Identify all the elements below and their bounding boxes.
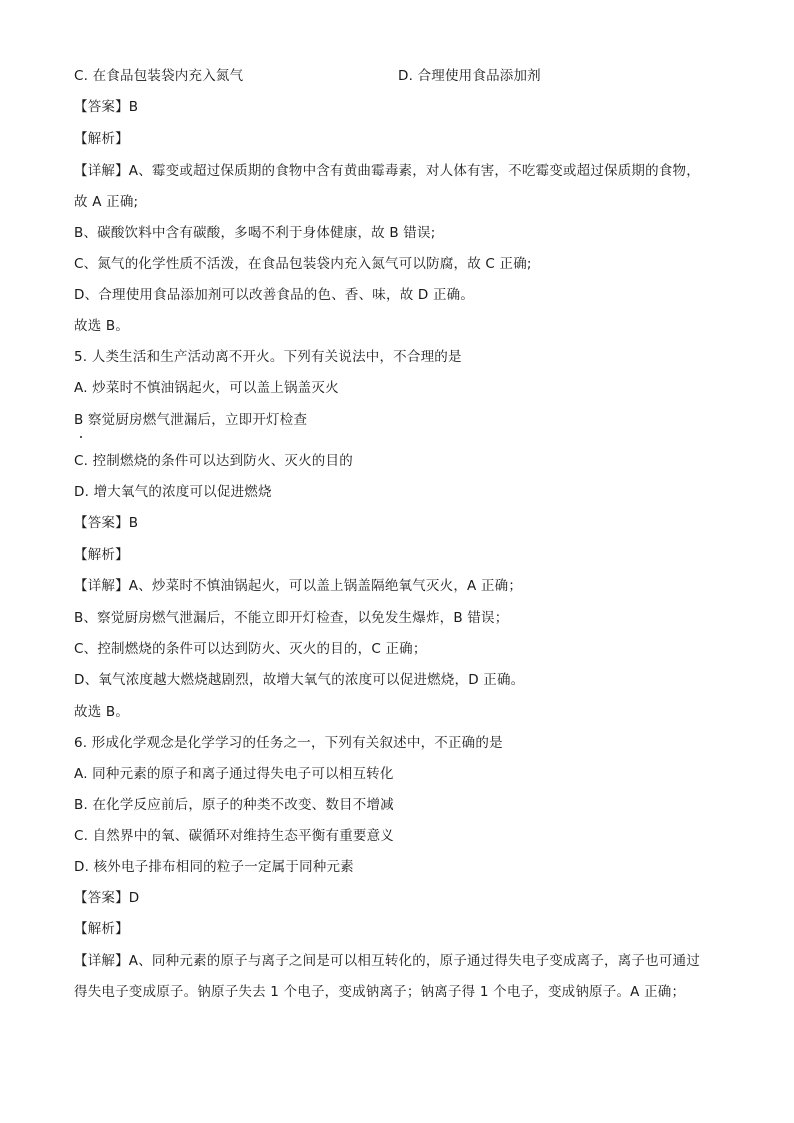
q4-analysis-heading: 【解析】 [74, 131, 129, 147]
q5-conclusion: 故选 B。 [74, 704, 130, 720]
q6-answer: 【答案】D [74, 890, 140, 906]
q5-stem: 5. 人类生活和生产活动离不开火。下列有关说法中，不合理的是 [74, 349, 462, 365]
q4-detail-line-2: 故 A 正确; [74, 194, 139, 210]
q5-detail-line-4: D、氧气浓度越大燃烧越剧烈，故增大氧气的浓度可以促进燃烧，D 正确。 [74, 672, 525, 688]
q6-option-c: C. 自然界中的氧、碳循环对维持生态平衡有重要意义 [74, 828, 395, 844]
q6-stem: 6. 形成化学观念是化学学习的任务之一，下列有关叙述中，不正确的是 [74, 735, 503, 751]
q5-option-b: B 察觉厨房燃气泄漏后，立即开灯检查 [74, 412, 308, 428]
q4-option-c: C. 在食品包装袋内充入氮气 [74, 68, 244, 84]
q5-detail-line-1: 【详解】A、炒菜时不慎油锅起火，可以盖上锅盖隔绝氧气灭火，A 正确； [74, 578, 523, 594]
q4-detail-line-5: D、合理使用食品添加剂可以改善食品的色、香、味，故 D 正确。 [74, 287, 475, 303]
q6-option-b: B. 在化学反应前后，原子的种类不改变、数目不增减 [74, 797, 394, 813]
q5-analysis-heading: 【解析】 [74, 547, 129, 563]
q6-option-d: D. 核外电子排布相同的粒子一定属于同种元素 [74, 859, 354, 875]
q6-detail-line-1: 【详解】A、同种元素的原子与离子之间是可以相互转化的，原子通过得失电子变成离子，离子也可通过 [74, 953, 700, 969]
q6-option-a: A. 同种元素的原子和离子通过得失电子可以相互转化 [74, 766, 394, 782]
stray-dot [80, 436, 82, 438]
q4-conclusion: 故选 B。 [74, 318, 130, 334]
q4-option-d: D. 合理使用食品添加剂 [398, 68, 541, 84]
q6-analysis-heading: 【解析】 [74, 921, 129, 937]
q4-detail-line-3: B、碳酸饮料中含有碳酸，多喝不利于身体健康，故 B 错误; [74, 225, 436, 241]
q4-detail-line-1: 【详解】A、霉变或超过保质期的食物中含有黄曲霉毒素，对人体有害，不吃霉变或超过保质期的食物， [74, 163, 700, 179]
q5-detail-line-3: C、控制燃烧的条件可以达到防火、灭火的目的，C 正确； [74, 641, 427, 657]
q5-option-c: C. 控制燃烧的条件可以达到防火、灭火的目的 [74, 453, 353, 469]
q5-detail-line-2: B、察觉厨房燃气泄漏后，不能立即开灯检查，以免发生爆炸，B 错误； [74, 610, 509, 626]
q5-answer: 【答案】B [74, 515, 139, 531]
q5-option-d: D. 增大氧气的浓度可以促进燃烧 [74, 484, 272, 500]
q4-answer: 【答案】B [74, 99, 139, 115]
q6-detail-line-2: 得失电子变成原子。钠原子失去 1 个电子，变成钠离子；钠离子得 1 个电子，变成钠原子。A 正确； [74, 984, 686, 1000]
q4-detail-line-4: C、氮气的化学性质不活泼，在食品包装袋内充入氮气可以防腐，故 C 正确; [74, 256, 532, 272]
q5-option-a: A. 炒菜时不慎油锅起火，可以盖上锅盖灭火 [74, 380, 339, 396]
